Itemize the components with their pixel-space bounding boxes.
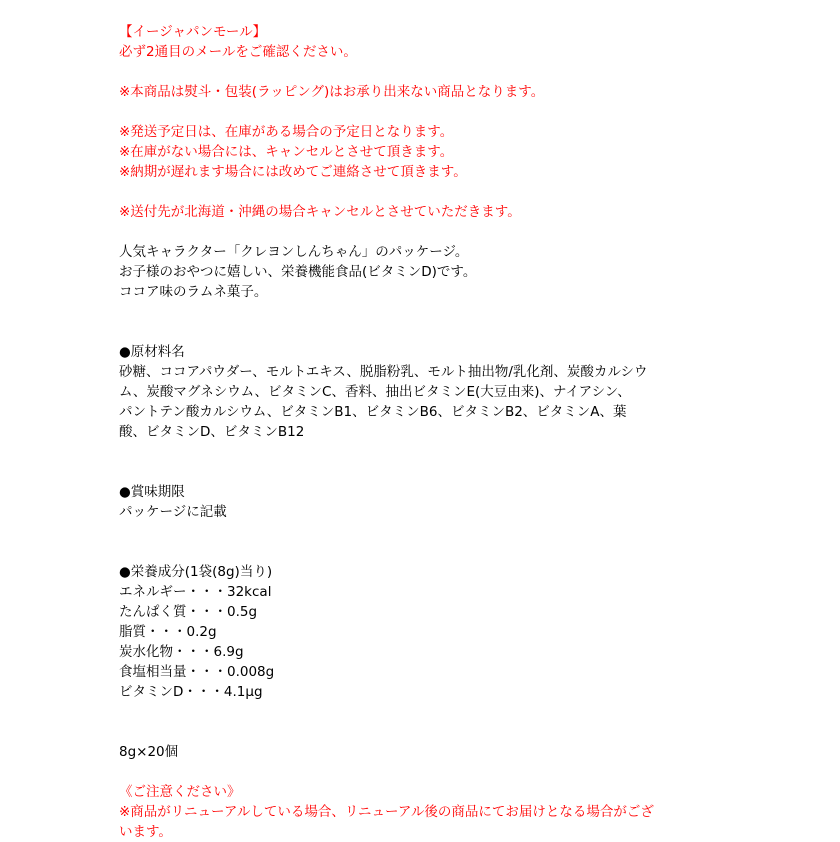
quantity: 8g×20個 xyxy=(119,744,179,760)
ingredients-heading: ●原材料名 xyxy=(119,344,185,360)
store-name: 【イージャパンモール】 xyxy=(119,24,267,40)
nutrition-heading: ●栄養成分(1袋(8g)当り) xyxy=(119,564,273,580)
nutrition-row: たんぱく質・・・0.5g xyxy=(119,604,258,620)
shipping-notice-line: ※発送予定日は、在庫がある場合の予定日となります。 xyxy=(119,124,454,140)
shipping-notice-line: ※在庫がない場合には、キャンセルとさせて頂きます。 xyxy=(119,144,454,160)
wrapping-notice: ※本商品は熨斗・包装(ラッピング)はお承り出来ない商品となります。 xyxy=(119,84,545,100)
confirm-email-notice: 必ず2通目のメールをご確認ください。 xyxy=(119,44,357,60)
ingredients-line: 砂糖、ココアパウダー、モルトエキス、脱脂粉乳、モルト抽出物/乳化剤、炭酸カルシウ xyxy=(119,364,648,380)
description-line: 人気キャラクター「クレヨンしんちゃん」のパッケージ。 xyxy=(119,244,469,260)
nutrition-row: ビタミンD・・・4.1μg xyxy=(119,684,263,700)
nutrition-row: エネルギー・・・32kcal xyxy=(119,584,272,600)
ingredients-line: パントテン酸カルシウム、ビタミンB1、ビタミンB6、ビタミンB2、ビタミンA、葉 xyxy=(119,404,627,420)
nutrition-row: 脂質・・・0.2g xyxy=(119,624,217,640)
shipping-notice-line: ※納期が遅れます場合には改めてご連絡させて頂きます。 xyxy=(119,164,467,180)
nutrition-row: 食塩相当量・・・0.008g xyxy=(119,664,275,680)
product-description xyxy=(119,22,679,842)
nutrition-row: 炭水化物・・・6.9g xyxy=(119,644,244,660)
expiry-heading: ●賞味期限 xyxy=(119,484,185,500)
caution-text-line: ※商品がリニューアルしている場合、リニューアル後の商品にてお届けとなる場合がござ xyxy=(119,804,654,820)
ingredients-line: ム、炭酸マグネシウム、ビタミンC、香料、抽出ビタミンE(大豆由来)、ナイアシン、 xyxy=(119,384,631,400)
caution-text-line: います。 xyxy=(119,824,172,840)
description-line: お子様のおやつに嬉しい、栄養機能食品(ビタミンD)です。 xyxy=(119,264,477,280)
region-notice: ※送付先が北海道・沖縄の場合キャンセルとさせていただきます。 xyxy=(119,204,521,220)
ingredients-line: 酸、ビタミンD、ビタミンB12 xyxy=(119,424,305,440)
description-line: ココア味のラムネ菓子。 xyxy=(119,284,268,300)
caution-heading: 《ご注意ください》 xyxy=(119,784,241,800)
expiry-text: パッケージに記載 xyxy=(119,504,227,520)
